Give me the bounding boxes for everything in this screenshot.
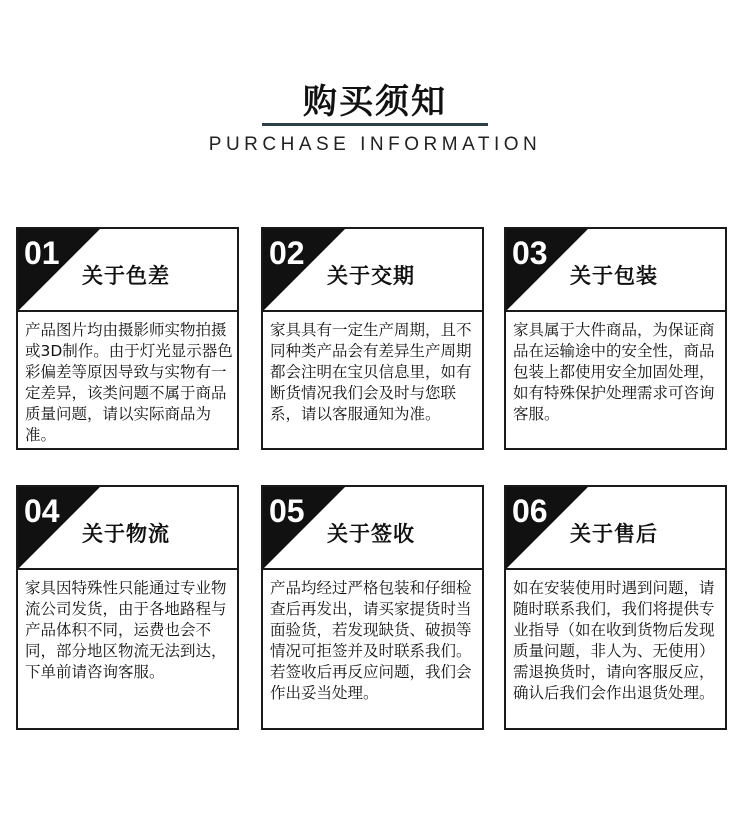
card-divider [506,568,725,570]
card-divider [18,310,237,312]
card-heading: 关于售后 [570,522,658,546]
card-divider [506,310,725,312]
card-divider [263,310,482,312]
page-subtitle: PURCHASE INFORMATION [208,134,542,155]
card-heading: 关于交期 [327,264,415,288]
card-heading: 关于物流 [82,522,170,546]
card-heading: 关于包装 [570,264,658,288]
card-number: 04 [24,493,60,529]
card-divider [18,568,237,570]
card-divider [263,568,482,570]
card-body: 产品均经过严格包装和仔细检查后再发出，请买家提货时当面验货，若发现缺货、破损等情况可拒签并及时联系我们。若签收后再反应问题，我们会作出妥当处理。 [270,579,472,702]
info-card-after-sales [504,485,727,730]
info-card-color-difference [16,227,239,450]
card-heading: 关于签收 [327,522,415,546]
info-card-delivery-time [261,227,484,450]
card-body: 家具属于大件商品，为保证商品在运输途中的安全性，商品包装上都使用安全加固处理，如有特殊保护处理需求可咨询客服。 [513,321,715,423]
card-body: 家具因特殊性只能通过专业物流公司发货，由于各地路程与产品体积不同，运费也会不同，部分地区物流无法到达，下单前请咨询客服。 [25,579,227,681]
info-card-packaging [504,227,727,450]
card-heading: 关于色差 [82,264,170,288]
title-underline [262,123,488,126]
card-number: 02 [269,235,305,271]
card-number: 03 [512,235,548,271]
page-title: 购买须知 [303,82,447,122]
header [0,0,750,170]
card-number: 05 [269,493,305,529]
info-card-receipt [261,485,484,730]
card-body: 家具具有一定生产周期，且不同种类产品会有差异生产周期都会注明在宝贝信息里，如有断货情况我们会及时与您联系，请以客服通知为准。 [270,321,472,423]
card-number: 01 [24,235,60,271]
card-number: 06 [512,493,548,529]
card-body: 产品图片均由摄影师实物拍摄或3D制作。由于灯光显示器色彩偏差等原因导致与实物有一定差异，该类问题不属于商品质量问题，请以实际商品为准。 [25,321,233,444]
card-body: 如在安装使用时遇到问题，请随时联系我们，我们将提供专业指导（如在收到货物后发现质量问题，非人为、无使用）需退换货时，请向客服反应，确认后我们会作出退货处理。 [513,579,715,702]
info-card-logistics [16,485,239,730]
